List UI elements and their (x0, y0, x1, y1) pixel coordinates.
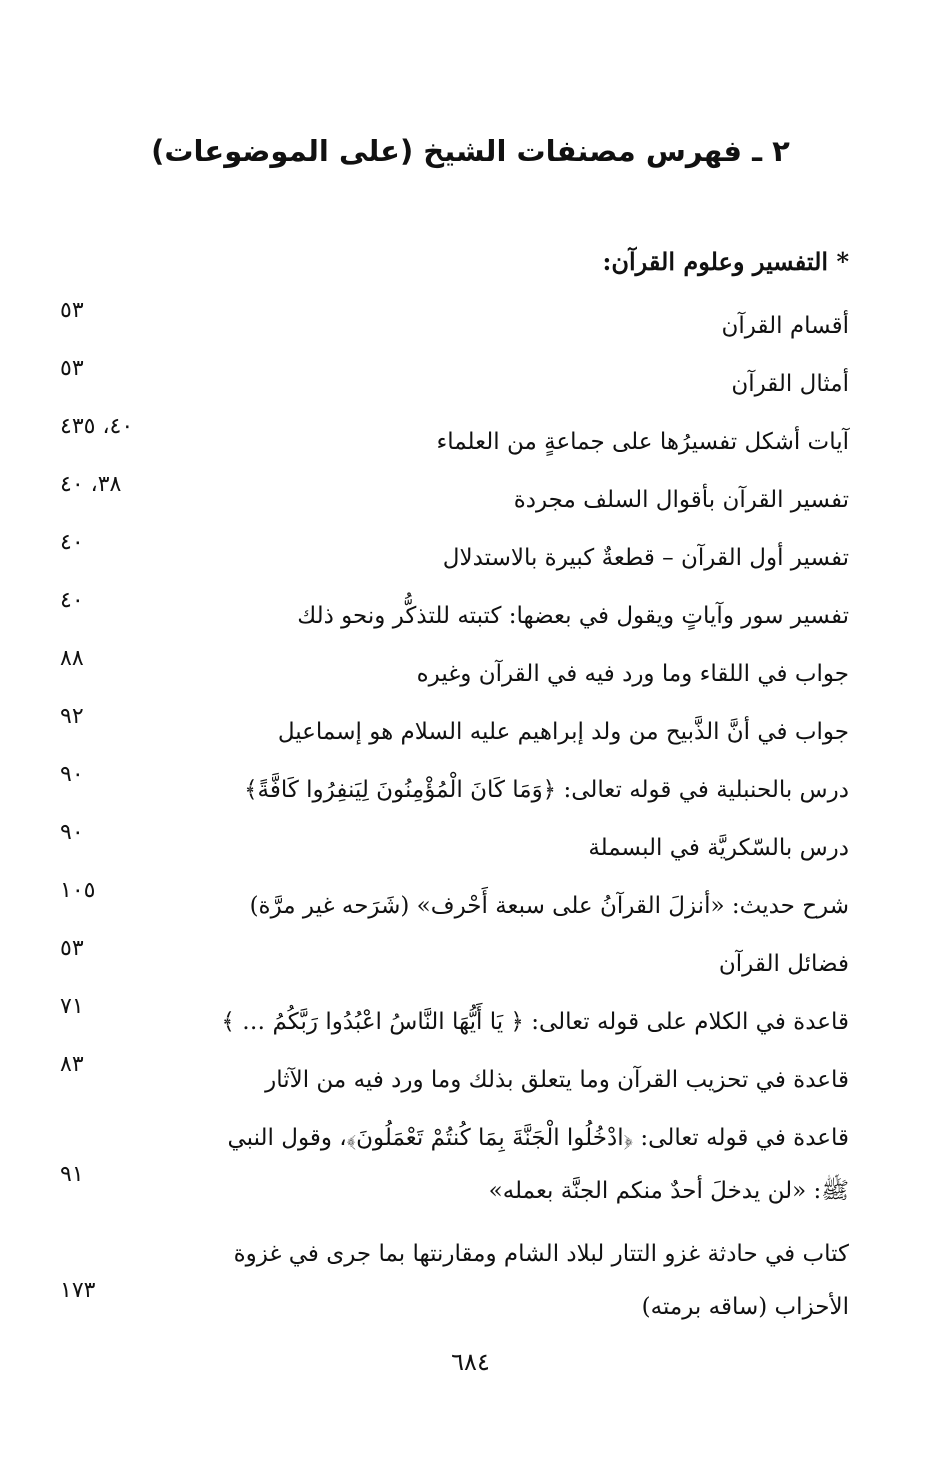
entry-pages: ٩٠ (60, 762, 84, 787)
entry-pages: ٨٨ (60, 646, 84, 671)
entry-title: آيات أشكل تفسيرُها على جماعةٍ من العلماء (436, 429, 849, 455)
entry-pages: ٩٢ (60, 704, 84, 729)
entry-title: تفسير أول القرآن – قطعةٌ كبيرة بالاستدلال (442, 545, 849, 571)
entry-title: شرح حديث: «أنزلَ القرآنُ على سبعة أَحْرف» (شَرَحه غير مرَّة) (249, 893, 849, 919)
entry-title: جواب في اللقاء وما ورد فيه في القرآن وغيره (416, 661, 849, 687)
entry-title: درس بالحنبلية في قوله تعالى: ﴿وَمَا كَانَ الْمُؤْمِنُونَ لِيَنفِرُوا كَافَّةً﴾ (244, 777, 849, 803)
index-entry (60, 816, 849, 874)
entry-pages: ٤٠ (60, 530, 84, 555)
entry-title: أمثال القرآن (731, 371, 849, 397)
entry-pages: ٨٣ (60, 1052, 84, 1077)
entry-pages: ٩٠ (60, 820, 84, 845)
entry-title: تفسير سور وآياتٍ ويقول في بعضها: كتبته للتذكُّر ونحو ذلك (297, 603, 849, 629)
index-entry (60, 526, 849, 584)
entry-title: أقسام القرآن (721, 313, 849, 339)
entry-pages: ٣٨، ٤٠ (60, 472, 122, 497)
entry-title: جواب في أنَّ الذَّبيح من ولد إبراهيم عليه السلام هو إسماعيل (277, 719, 849, 745)
index-entry (60, 932, 849, 990)
entry-pages: ٥٣ (60, 936, 84, 961)
entry-pages: ٥٣ (60, 298, 84, 323)
index-entry (60, 1106, 849, 1222)
section-heading: * التفسير وعلوم القرآن: (602, 247, 849, 276)
index-entry (60, 990, 849, 1048)
index-entry (60, 758, 849, 816)
entry-title: قاعدة في الكلام على قوله تعالى: ﴿ يَا أَيُّهَا النَّاسُ اعْبُدُوا رَبَّكُمُ … ﴾ (221, 1009, 849, 1035)
entry-title: كتاب في حادثة غزو التتار لبلاد الشام ومقارنتها بما جرى في غزوة الأحزاب (ساقه برمته) (233, 1241, 849, 1320)
index-entry (60, 294, 849, 352)
index-entry (60, 642, 849, 700)
index-entry (60, 468, 849, 526)
entry-pages: ٩١ (60, 1162, 84, 1187)
page-number: ٦٨٤ (451, 1348, 490, 1376)
entry-title: قاعدة في قوله تعالى: ﴿ادْخُلُوا الْجَنَّةَ بِمَا كُنتُمْ تَعْمَلُونَ﴾، وقول النبي ﷺ: «لن يدخلَ أحدٌ منكم الجنَّة بعمله» (227, 1125, 849, 1204)
index-entry (60, 874, 849, 932)
index-entry (60, 1222, 849, 1338)
entry-pages: ١٠٥ (60, 878, 96, 903)
index-entries (60, 294, 849, 1338)
entry-pages: ١٧٣ (60, 1278, 96, 1303)
entry-pages: ٧١ (60, 994, 84, 1019)
entry-pages: ٤٠، ٤٣٥ (60, 414, 134, 439)
index-entry (60, 410, 849, 468)
entry-pages: ٥٣ (60, 356, 84, 381)
index-entry (60, 584, 849, 642)
page-title: ٢ ـ فهرس مصنفات الشيخ (على الموضوعات) (151, 134, 790, 168)
entry-pages: ٤٠ (60, 588, 84, 613)
index-entry (60, 352, 849, 410)
index-entry (60, 700, 849, 758)
entry-title: قاعدة في تحزيب القرآن وما يتعلق بذلك وما ورد فيه من الآثار (265, 1067, 849, 1093)
entry-title: فضائل القرآن (718, 951, 849, 977)
entry-title: درس بالسّكريَّة في البسملة (588, 835, 849, 861)
index-entry (60, 1048, 849, 1106)
entry-title: تفسير القرآن بأقوال السلف مجردة (513, 487, 849, 513)
